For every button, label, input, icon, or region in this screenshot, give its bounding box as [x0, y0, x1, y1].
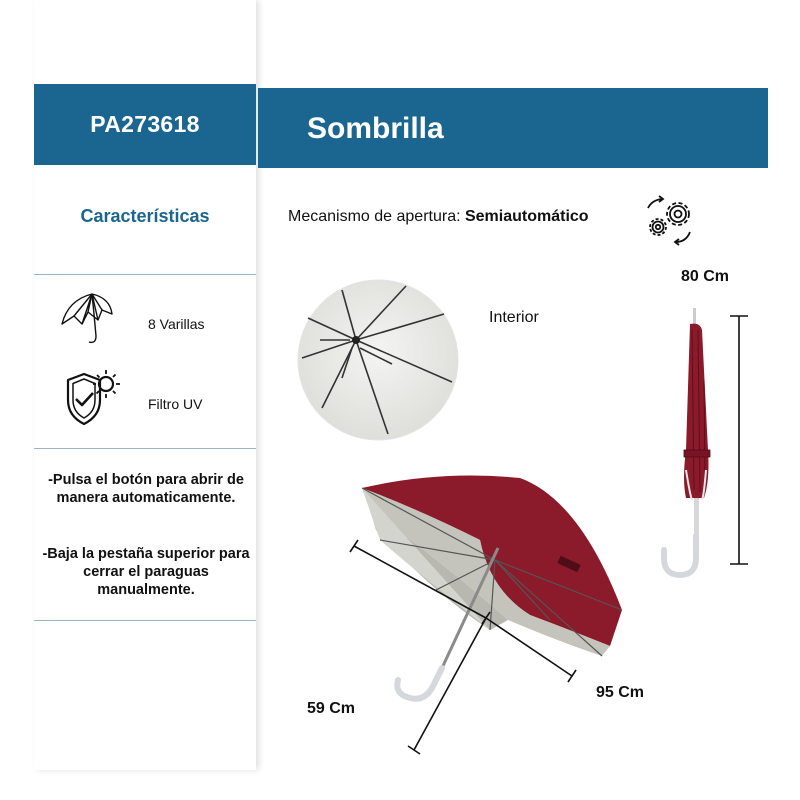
height-dimension-label: 80 Cm: [681, 268, 730, 285]
divider: [34, 620, 256, 621]
product-code: PA273618: [90, 111, 200, 137]
instruction-close: -Baja la pestaña superior para cerrar el paraguas manualmente.: [42, 546, 250, 598]
product-name: Sombrilla: [307, 112, 444, 145]
depth-dimension-label: 59 Cm: [307, 700, 356, 717]
uv-shield-icon: [60, 366, 124, 430]
instruction-open: -Pulsa el botón para abrir de manera automaticamente.: [48, 472, 244, 506]
mechanism-line: [288, 208, 589, 226]
width-dimension-label: 95 Cm: [596, 684, 645, 701]
closed-umbrella-image: [650, 300, 760, 590]
feature-label-uv: Filtro UV: [148, 396, 203, 412]
feature-label-varillas: 8 Varillas: [148, 316, 205, 332]
mechanism-label: Mecanismo de apertura:: [288, 208, 461, 225]
interior-photo: [296, 278, 460, 442]
open-umbrella-image: [340, 470, 640, 760]
features-heading: Características: [80, 206, 210, 226]
gears-icon: [640, 194, 702, 246]
mechanism-value: Semiautomático: [464, 208, 589, 225]
divider: [34, 448, 256, 449]
umbrella-outline-icon: [58, 290, 116, 348]
divider: [34, 274, 256, 275]
interior-label: Interior: [489, 309, 539, 326]
